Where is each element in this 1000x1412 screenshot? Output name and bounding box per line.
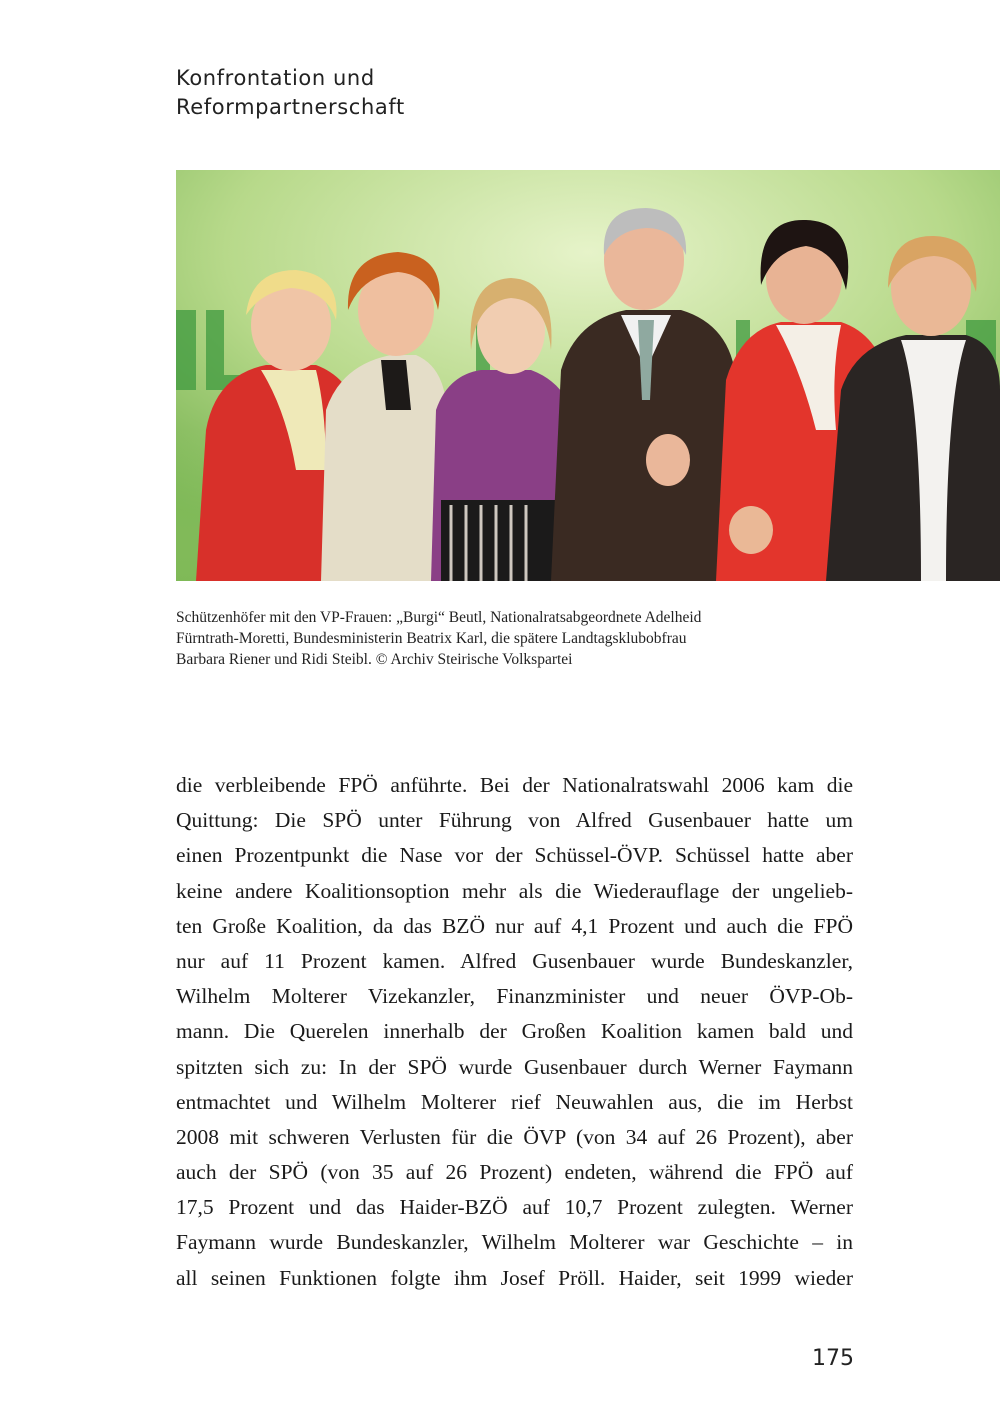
running-head-line: Reformpartnerschaft <box>176 95 405 119</box>
caption-line: Schützenhöfer mit den VP-Frauen: „Burgi“ Beutl, Nationalratsabgeordnete Adelheid <box>176 609 702 626</box>
caption-line: Fürntrath-Moretti, Bundesministerin Beatrix Karl, die spätere Landtagsklubobfrau <box>176 630 687 647</box>
body-line: all seinen Funktionen folgte ihm Josef Pröll. Haider, seit 1999 wieder <box>176 1265 853 1290</box>
body-line: nur auf 11 Prozent kamen. Alfred Gusenbauer wurde Bundeskanzler, <box>176 948 853 973</box>
running-head <box>176 64 405 122</box>
body-line: die verbleibende FPÖ anführte. Bei der Nationalratswahl 2006 kam die <box>176 773 853 797</box>
group-photo <box>176 170 1000 581</box>
body-paragraph <box>176 768 853 1296</box>
body-line: Faymann wurde Bundeskanzler, Wilhelm Molterer war Geschichte – in <box>176 1230 853 1255</box>
body-line: 2008 mit schweren Verlusten für die ÖVP (von 34 auf 26 Prozent), aber <box>176 1124 853 1149</box>
body-line: auch der SPÖ (von 35 auf 26 Prozent) endeten, während die FPÖ auf <box>176 1160 853 1185</box>
caption-line: Barbara Riener und Ridi Steibl. © Archiv Steirische Volkspartei <box>176 651 573 668</box>
body-line: ten Große Koalition, da das BZÖ nur auf 4,1 Prozent und auch die FPÖ <box>176 913 853 938</box>
body-line: einen Prozentpunkt die Nase vor der Schüssel-ÖVP. Schüssel hatte aber <box>176 843 853 868</box>
page-number: 175 <box>812 1346 854 1371</box>
running-head-line: Konfrontation und <box>176 66 375 90</box>
photo-caption <box>176 607 816 670</box>
body-line: Quittung: Die SPÖ unter Führung von Alfred Gusenbauer hatte um <box>176 808 853 833</box>
body-line: entmachtet und Wilhelm Molterer rief Neuwahlen aus, die im Herbst <box>176 1089 853 1114</box>
body-line: 17,5 Prozent und das Haider-BZÖ auf 10,7 Prozent zulegten. Werner <box>176 1195 853 1220</box>
body-line: mann. Die Querelen innerhalb der Großen Koalition kamen bald und <box>176 1019 853 1044</box>
body-line: spitzten sich zu: In der SPÖ wurde Gusenbauer durch Werner Faymann <box>176 1054 853 1079</box>
body-line: Wilhelm Molterer Vizekanzler, Finanzminister und neuer ÖVP-Ob- <box>176 984 853 1009</box>
body-line: keine andere Koalitionsoption mehr als die Wiederauflage der ungelieb- <box>176 878 853 903</box>
